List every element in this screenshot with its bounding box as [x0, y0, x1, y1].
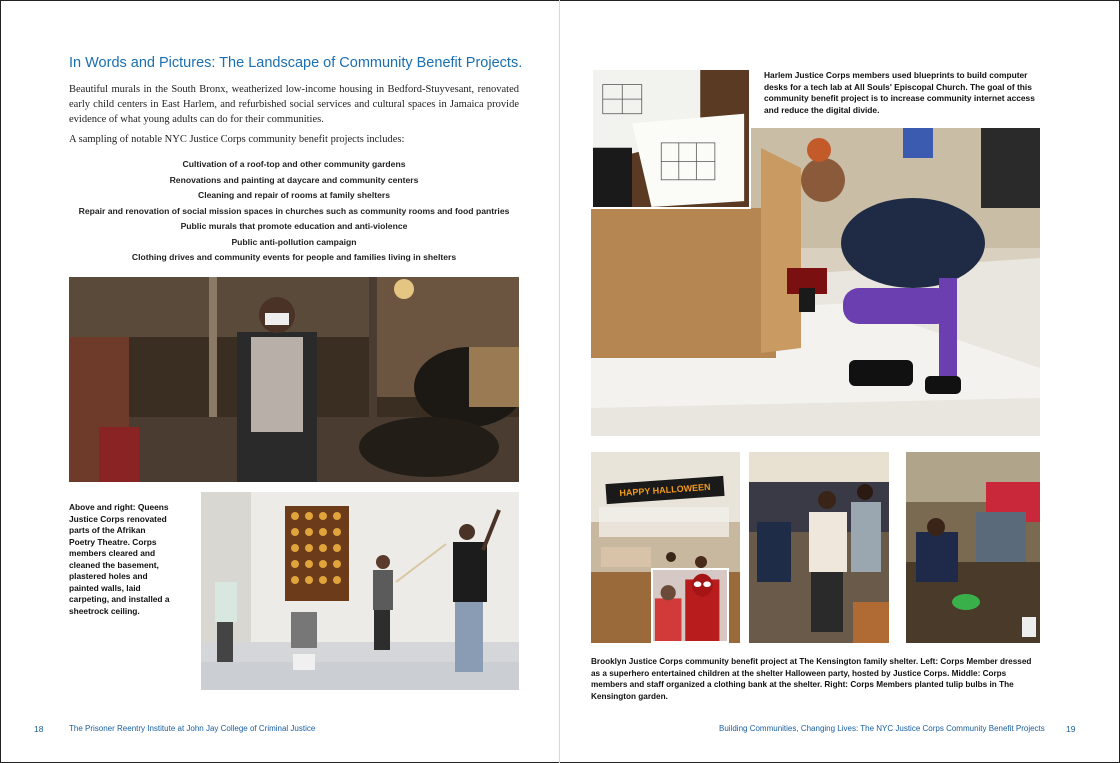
footer-right: Building Communities, Changing Lives: The NYC Justice Corps Community Benefit Projects: [719, 724, 1045, 733]
gutter: [559, 0, 560, 763]
project-item: Repair and renovation of social mission spaces in churches such as community rooms and food pantries: [78, 205, 510, 216]
project-item: Public anti-pollution campaign: [231, 236, 357, 247]
blueprint-photo: [591, 68, 751, 209]
project-list: [69, 157, 519, 266]
project-item: Cultivation of a roof-top and other community gardens: [182, 159, 406, 169]
superhero-photo: [651, 568, 729, 643]
project-item: Public murals that promote education and anti-violence: [180, 221, 408, 231]
brooklyn-caption: Brooklyn Justice Corps community benefit project at The Kensington family shelter. Left: Corps Member dressed as a superhero entertained children at the shelter Halloween party, hosted by Justice Corps. Middle: Corps members and staff organized a clothing bank at the shelter. Right: Corps Members planted tulip bulbs in The Kensington garden.: [591, 657, 1032, 701]
sampling-intro: A sampling of notable NYC Justice Corps community benefit projects includes:: [69, 134, 405, 145]
clothing-bank-photo: [749, 452, 889, 643]
footer-left: The Prisoner Reentry Institute at John Jay College of Criminal Justice: [69, 724, 316, 733]
basement-photo: [69, 277, 519, 482]
project-item: Renovations and painting at daycare and community centers: [169, 174, 419, 185]
project-item: Clothing drives and community events for people and families living in shelters: [131, 252, 457, 262]
intro-paragraph: Beautiful murals in the South Bronx, weatherized low-income housing in Bedford-Stuyvesant, renovated early child centers in East Harlem, and refurbished social services and cultural spaces in Jamaica provide evidence of what young adults can do for their communities.: [69, 84, 519, 125]
page-number-left: 18: [34, 724, 44, 734]
halloween-banner: HAPPY HALLOWEEN: [605, 476, 724, 504]
painting-photo: [201, 492, 519, 690]
garden-photo: [906, 452, 1040, 643]
project-item: Cleaning and repair of rooms at family shelters: [198, 190, 390, 200]
section-title: In Words and Pictures: The Landscape of Community Benefit Projects.: [69, 55, 523, 71]
queens-caption: Above and right: Queens Justice Corps renovated parts of the Afrikan Poetry Theatre. Corps members cleared and cleaned the basement, plastered holes and painted walls, laid carpeting, and installed a sheetrock ceiling.: [69, 502, 170, 616]
harlem-caption: Harlem Justice Corps members used blueprints to build computer desks for a tech lab at All Souls' Episcopal Church. The goal of this community benefit project is to increase community internet access and reduce the digital divide.: [764, 70, 1035, 115]
page-number-right: 19: [1066, 724, 1076, 734]
